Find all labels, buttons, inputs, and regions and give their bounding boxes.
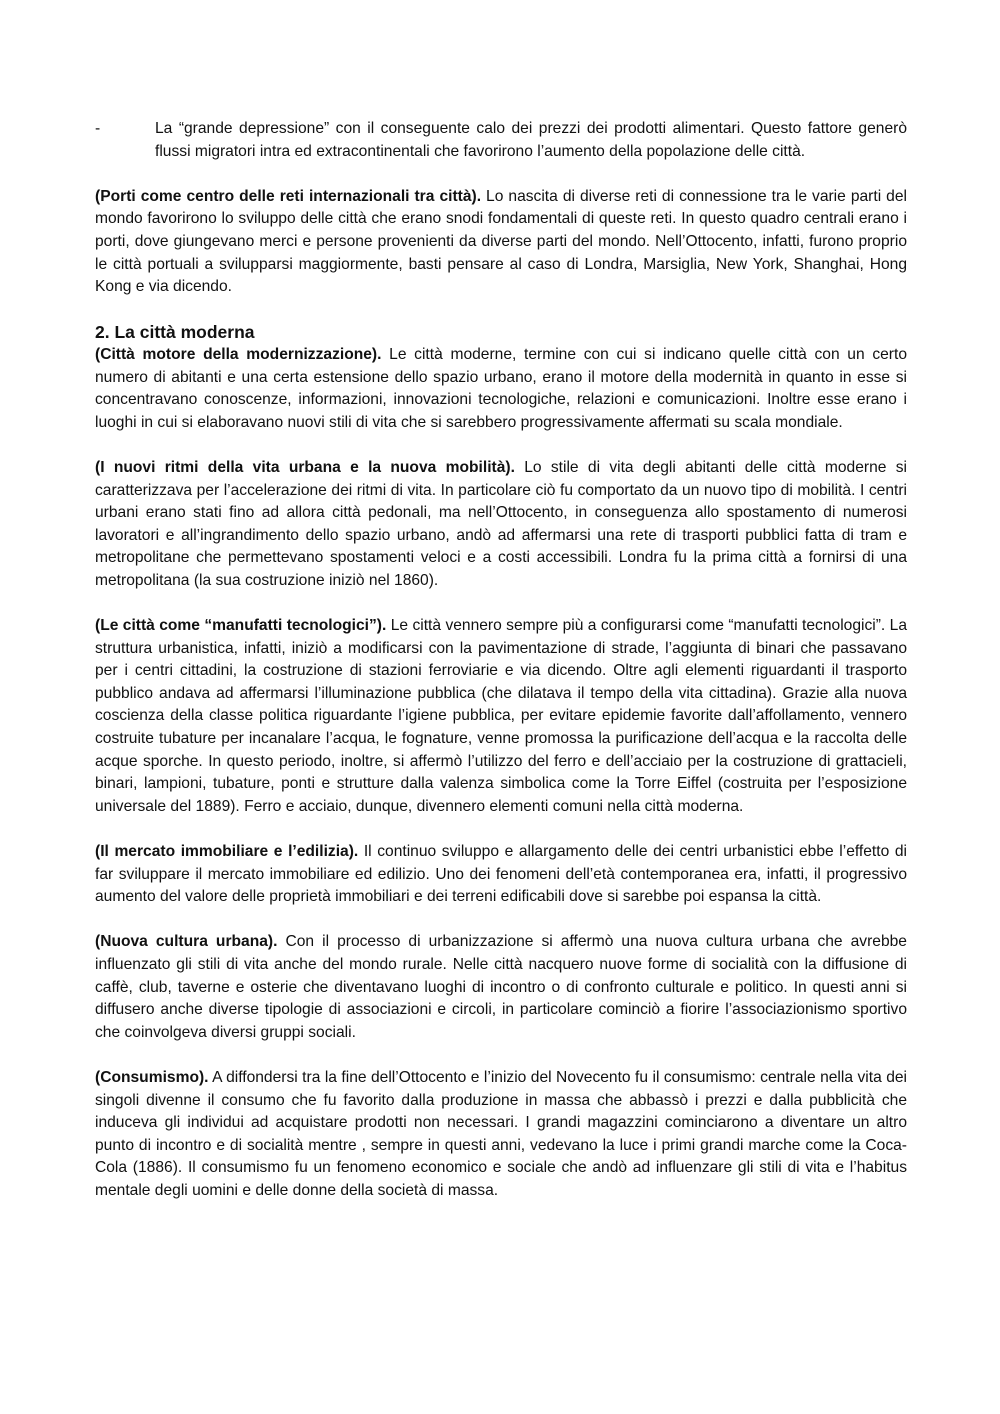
paragraph-urban-culture <box>95 931 907 1044</box>
paragraph-heading: (Le città come “manufatti tecnologici”). <box>95 617 387 635</box>
paragraph-body: Lo nascita di diverse reti di connessione tra le varie parti del mondo favorirono lo sviluppo delle città che erano snodi fondamentali di queste reti. In questo quadro centrali erano i porti, dove giungevano merci e persone provenienti da diverse parti del mondo. Nell’Ottocento, infatti, furono proprio le città portuali a svilupparsi maggiormente, basti pensare al caso di Londra, Marsiglia, New York, Shanghai, Hong Kong e via dicendo. <box>95 187 907 296</box>
paragraph-heading: (Consumismo). <box>95 1068 209 1086</box>
paragraph-heading: (Il mercato immobiliare e l’edilizia). <box>95 843 359 860</box>
bullet-dash: - <box>95 120 101 137</box>
paragraph-heading: (I nuovi ritmi della vita urbana e la nuova mobilità). <box>95 458 515 476</box>
paragraph-heading: (Città motore della modernizzazione). <box>95 345 382 363</box>
paragraph-consumerism <box>95 1067 907 1203</box>
paragraph-body: Le città moderne, termine con cui si indicano quelle città con un certo numero di abitanti e una certa estensione dello spazio urbano, erano il motore della modernità in quanto in esse si concentravano conoscenze, informazioni, innovazioni tecnologiche, relazioni e comunicazioni. Inoltre esse erano i luoghi in cui si elaboravano nuovi stili di vita che si sarebbero progressivamente affermati su scala mondiale. <box>95 345 907 431</box>
paragraph-body: A diffondersi tra la fine dell’Ottocento e l’inizio del Novecento fu il consumismo: centrale nella vita dei singoli divenne il consumo che fu favorito dalla produzione in massa che abbassò i prezzi e dalla pubblicità che induceva gli individui ad acquistare prodotti non necessari. I grandi magazzini cominciarono a diventare un altro punto di incontro e di socialità mentre , sempre in questi anni, vedevano la luce i primi grandi marche come la Coca-Cola (1886). Il consumismo fu un fenomeno economico e sociale che andò ad influenzare gli stili di vita e l’habitus mentale degli uomini e delle donne della società di massa. <box>95 1068 907 1199</box>
bullet-text: La “grande depressione” con il conseguente calo dei prezzi dei prodotti alimentari. Questo fattore generò flussi migratori intra ed extracontinentali che favorirono l’aumento della popolazione delle città. <box>155 120 907 160</box>
paragraph-heading: (Nuova cultura urbana). <box>95 933 278 951</box>
paragraph-body: Con il processo di urbanizzazione si affermò una nuova cultura urbana che avrebbe influenzato gli stili di vita anche del mondo rurale. Nelle città nacquero nuove forme di socialità con la diffusione di caffè, club, taverne e osterie che diventavano luoghi di incontro o di confronto culturale e politico. In questi anni si diffusero anche diverse tipologie di associazioni e circoli, in particolare cominciò a fiorire l’associazionismo sportivo che coinvolgeva diversi gruppi sociali. <box>95 933 907 1041</box>
paragraph-real-estate <box>95 841 907 909</box>
paragraph-heading: (Porti come centro delle reti internazionali tra città). <box>95 187 482 205</box>
paragraph-ports <box>95 186 907 299</box>
paragraph-mobility <box>95 457 907 593</box>
paragraph-technological-artifacts <box>95 615 907 818</box>
section-title: 2. La città moderna <box>95 322 255 343</box>
paragraph-body: Le città vennero sempre più a configurarsi come “manufatti tecnologici”. La struttura urbanistica, infatti, iniziò a modificarsi con la pavimentazione di strade, l’aggiunta di binari che passavano per i centri cittadini, la costruzione di stazioni ferroviarie e via dicendo. Oltre agli elementi riguardanti il trasporto pubblico andava ad affermarsi l’illuminazione pubblica (che dilatava il tempo della vita cittadina). Grazie alla nuova coscienza della classe politica riguardante l’igiene pubblica, per evitare epidemie favorite dall’affollamento, vennero costruite tubature per incanalare l’acqua, le fognature, venne promossa la purificazione dell’acqua e la raccolta delle acque sporche. In questo periodo, inoltre, si affermò l’utilizzo del ferro e dell’acciaio per la costruzione di grattacieli, binari, lampioni, tubature, ponti e strutture dalla valenza simbolica come la Torre Eiffel (costruita per l’esposizione universale del 1889). Ferro e acciaio, dunque, divennero elementi comuni nella città moderna. <box>95 617 907 815</box>
paragraph-body: Il continuo sviluppo e allargamento delle dei centri urbanistici ebbe l’effetto di far sviluppare il mercato immobiliare ed edilizio. Uno dei fenomeni dell’età contemporanea era, infatti, il progressivo aumento del valore delle proprietà immobiliari e dei terreni edificabili dove si sarebbe poi espansa la città. <box>95 843 907 906</box>
paragraph-body: Lo stile di vita degli abitanti delle città moderne si caratterizzava per l’accelerazione dei ritmi di vita. In particolare ciò fu comportato da un nuovo tipo di mobilità. I centri urbani erano stati fino ad allora città pedonali, ma nell’Ottocento, in conseguenza allo spostamento di numerosi lavoratori e all’ingrandimento dello spazio urbano, andò ad affermarsi una rete di trasporti pubblici fatta di tram e metropolitane che permettevano spostamenti veloci e a costi accessibili. Londra fu la prima città a fornirsi di una metropolitana (la sua costruzione iniziò nel 1860). <box>95 458 908 589</box>
paragraph-modernization <box>95 344 907 434</box>
bullet-item <box>95 118 907 163</box>
